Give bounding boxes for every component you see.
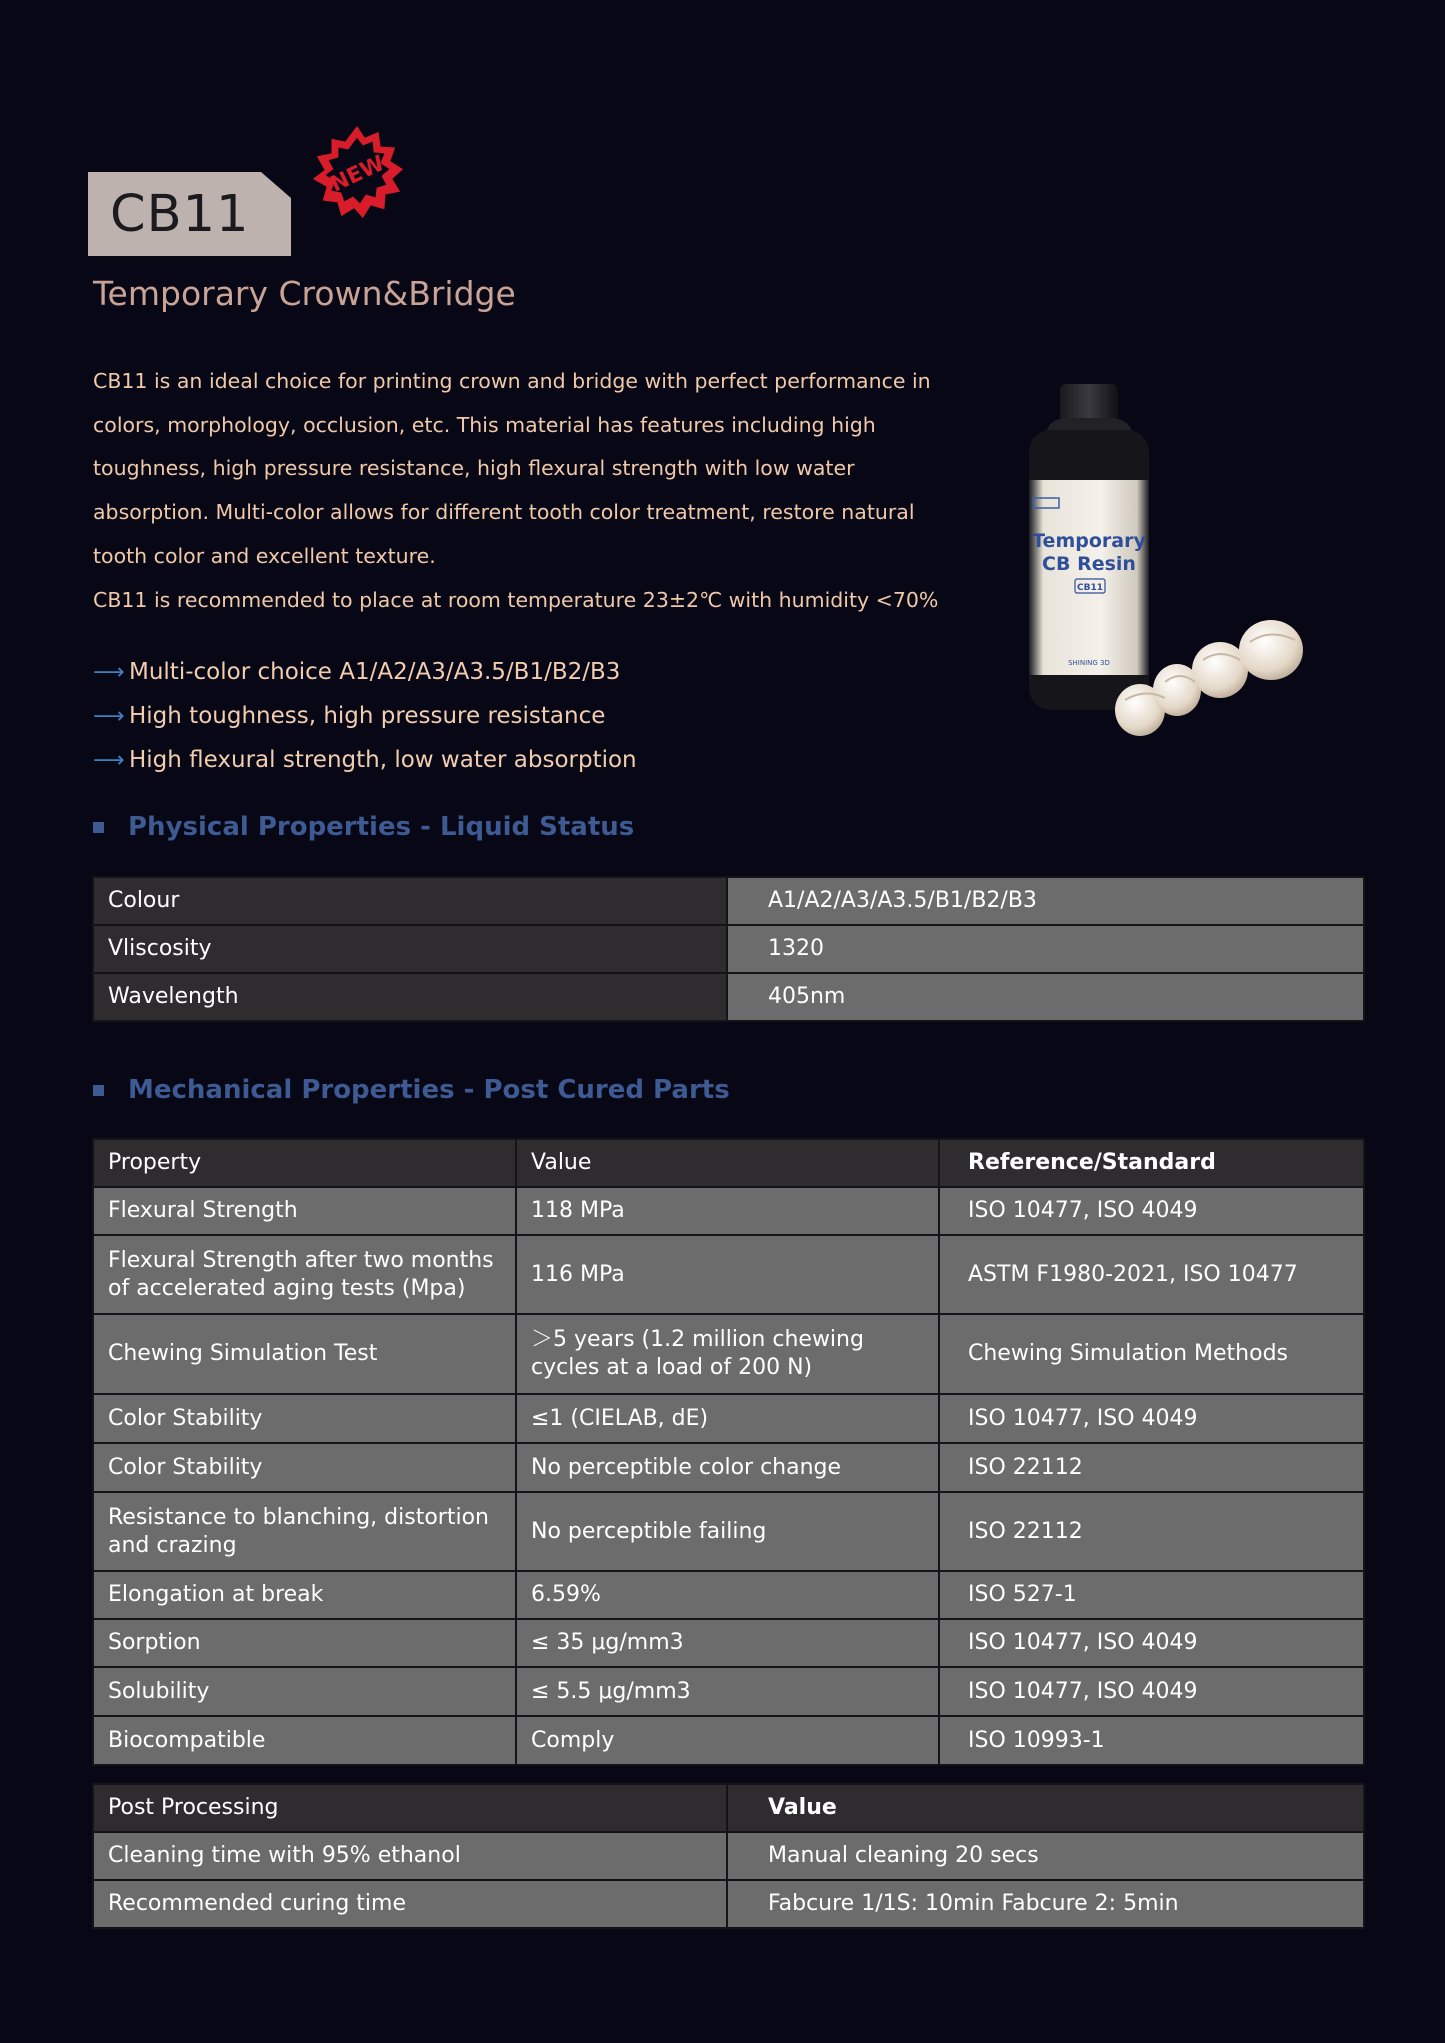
table-cell-value: Fabcure 1/1S: 10min Fabcure 2: 5min — [727, 1880, 1364, 1928]
table-cell-value: ≤ 5.5 μg/mm3 — [516, 1667, 939, 1716]
table-cell-standard: ISO 22112 — [939, 1492, 1364, 1571]
table-header-cell: Value — [727, 1784, 1364, 1832]
table-cell-label: Recommended curing time — [93, 1880, 727, 1928]
new-badge-icon — [308, 124, 406, 222]
post-processing-table — [92, 1783, 1365, 1929]
table-header-cell: Property — [93, 1139, 516, 1187]
table-header-cell: Value — [516, 1139, 939, 1187]
table-cell-value: No perceptible color change — [516, 1443, 939, 1492]
table-cell-value: ≤ 35 μg/mm3 — [516, 1619, 939, 1667]
list-item — [93, 650, 637, 694]
section-title-mechanical — [93, 1075, 730, 1105]
storage-note: CB11 is recommended to place at room temperature 23±2℃ with humidity <70% — [93, 587, 939, 612]
table-cell-property: Solubility — [93, 1667, 516, 1716]
feature-text: Multi-color choice A1/A2/A3/A3.5/B1/B2/B3 — [129, 659, 621, 685]
table-header-row — [93, 1139, 1364, 1187]
table-cell-property: Chewing Simulation Test — [93, 1314, 516, 1394]
table-row — [93, 1187, 1364, 1235]
table-cell-label: Vliscosity — [93, 925, 727, 973]
feature-text: High flexural strength, low water absorption — [129, 747, 637, 773]
table-cell-value: ≤1 (CIELAB, dE) — [516, 1394, 939, 1443]
table-row — [93, 1667, 1364, 1716]
bottle-label-line2: CB Resin — [1042, 553, 1136, 575]
product-image — [1005, 370, 1335, 740]
table-cell-standard: ISO 22112 — [939, 1443, 1364, 1492]
table-cell-value: No perceptible failing — [516, 1492, 939, 1571]
product-subtitle: Temporary Crown&Bridge — [93, 274, 516, 313]
table-cell-value: 116 MPa — [516, 1235, 939, 1314]
square-bullet-icon — [93, 1085, 104, 1096]
table-row — [93, 1832, 1364, 1880]
table-cell-value: Comply — [516, 1716, 939, 1765]
table-cell-property: Biocompatible — [93, 1716, 516, 1765]
table-cell-property: Color Stability — [93, 1394, 516, 1443]
table-cell-standard: Chewing Simulation Methods — [939, 1314, 1364, 1394]
table-cell-value: 118 MPa — [516, 1187, 939, 1235]
badge-text: NEW — [326, 150, 389, 198]
table-row — [93, 1716, 1364, 1765]
physical-properties-table — [92, 876, 1365, 1022]
section-title-physical — [93, 812, 634, 842]
table-cell-standard: ISO 10993-1 — [939, 1716, 1364, 1765]
table-cell-property: Resistance to blanching, distortion and crazing — [93, 1492, 516, 1571]
table-cell-label: Cleaning time with 95% ethanol — [93, 1832, 727, 1880]
table-cell-value: 1320 — [727, 925, 1364, 973]
bottle-label-code: CB11 — [1077, 583, 1103, 593]
table-row — [93, 1394, 1364, 1443]
table-cell-property: Sorption — [93, 1619, 516, 1667]
table-cell-property: Flexural Strength after two months of accelerated aging tests (Mpa) — [93, 1235, 516, 1314]
table-header-row — [93, 1784, 1364, 1832]
table-cell-value: A1/A2/A3/A3.5/B1/B2/B3 — [727, 877, 1364, 925]
arrow-right-icon: ⟶ — [93, 703, 125, 729]
table-cell-property: Elongation at break — [93, 1571, 516, 1619]
table-row — [93, 1880, 1364, 1928]
table-header-cell: Reference/Standard — [939, 1139, 1364, 1187]
section-title-text: Physical Properties - Liquid Status — [128, 812, 635, 842]
table-row — [93, 973, 1364, 1021]
table-header-cell: Post Processing — [93, 1784, 727, 1832]
table-cell-label: Colour — [93, 877, 727, 925]
table-cell-value: 405nm — [727, 973, 1364, 1021]
bottle-label-line1: Temporary — [1032, 530, 1146, 552]
table-cell-standard: ISO 10477, ISO 4049 — [939, 1394, 1364, 1443]
table-row — [93, 1314, 1364, 1394]
table-cell-label: Wavelength — [93, 973, 727, 1021]
table-row — [93, 877, 1364, 925]
bottle-brand: SHINING 3D — [1068, 659, 1110, 667]
table-row — [93, 1619, 1364, 1667]
table-row — [93, 1443, 1364, 1492]
list-item — [93, 694, 637, 738]
table-cell-standard: ISO 10477, ISO 4049 — [939, 1187, 1364, 1235]
table-cell-value: ＞5 years (1.2 million chewing cycles at a load of 200 N) — [516, 1314, 939, 1394]
feature-text: High toughness, high pressure resistance — [129, 703, 606, 729]
table-row — [93, 1235, 1364, 1314]
table-cell-property: Color Stability — [93, 1443, 516, 1492]
model-name: CB11 — [110, 185, 250, 244]
table-cell-standard: ISO 527-1 — [939, 1571, 1364, 1619]
table-cell-value: 6.59% — [516, 1571, 939, 1619]
table-cell-standard: ISO 10477, ISO 4049 — [939, 1619, 1364, 1667]
description-paragraph: CB11 is an ideal choice for printing crown and bridge with perfect performance in colors, morphology, occlusion, etc. This material has features including high toughness, high pressure resistance, high flexural strength with low water absorption. Multi-color allows for different tooth color treatment, restore natural tooth color and excellent texture. — [93, 369, 931, 568]
table-row — [93, 1492, 1364, 1571]
section-title-text: Mechanical Properties - Post Cured Parts — [128, 1075, 730, 1105]
arrow-right-icon: ⟶ — [93, 659, 125, 685]
table-cell-property: Flexural Strength — [93, 1187, 516, 1235]
table-cell-standard: ISO 10477, ISO 4049 — [939, 1667, 1364, 1716]
feature-list — [93, 650, 637, 782]
description — [93, 360, 953, 622]
list-item — [93, 738, 637, 782]
table-cell-standard: ASTM F1980-2021, ISO 10477 — [939, 1235, 1364, 1314]
arrow-right-icon: ⟶ — [93, 747, 125, 773]
table-cell-value: Manual cleaning 20 secs — [727, 1832, 1364, 1880]
table-row — [93, 925, 1364, 973]
mechanical-properties-table — [92, 1138, 1365, 1766]
table-row — [93, 1571, 1364, 1619]
square-bullet-icon — [93, 822, 104, 833]
